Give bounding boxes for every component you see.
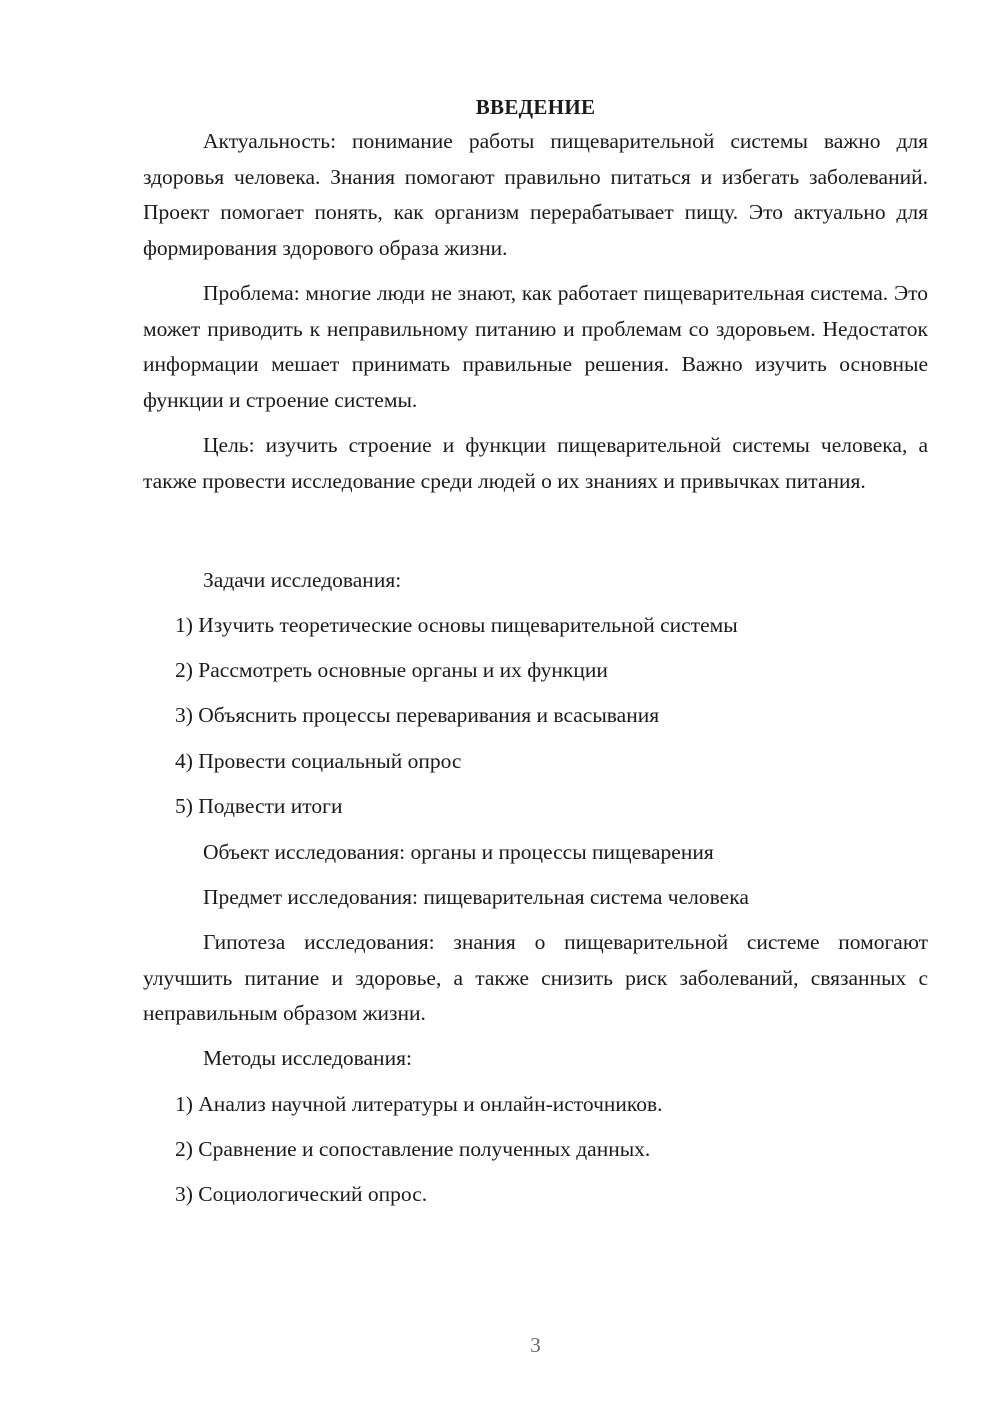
method-item: 2) Сравнение и сопоставление полученных данных. (175, 1137, 651, 1161)
section-heading: ВВЕДЕНИЕ (475, 95, 596, 119)
research-subject: Предмет исследования: пищеварительная система человека (203, 885, 749, 909)
problem-paragraph: Проблема: многие люди не знают, как работает пищеварительная система. Это может приводить к неправильному питанию и проблемам со здоровьем. Недостаток информации мешает принимать правильные решения. Важно изучить основные функции и строение системы. (143, 281, 928, 412)
task-item: 4) Провести социальный опрос (175, 749, 462, 773)
task-item: 2) Рассмотреть основные органы и их функции (175, 658, 608, 682)
relevance-paragraph: Актуальность: понимание работы пищеварительной системы важно для здоровья человека. Знания помогают правильно питаться и избегать заболеваний. Проект помогает понять, как организм перерабатывает пищу. Это актуально для формирования здорового образа жизни. (143, 129, 928, 260)
task-item: 3) Объяснить процессы переваривания и всасывания (175, 703, 660, 727)
hypothesis-paragraph: Гипотеза исследования: знания о пищеварительной системе помогают улучшить питание и здоровье, а также снизить риск заболеваний, связанных с неправильным образом жизни. (143, 930, 928, 1025)
goal-paragraph: Цель: изучить строение и функции пищеварительной системы человека, а также провести исследование среди людей о их знаниях и привычках питания. (143, 433, 928, 493)
page-number: 3 (530, 1333, 541, 1357)
task-item: 5) Подвести итоги (175, 794, 343, 818)
method-item: 3) Социологический опрос. (175, 1182, 428, 1206)
method-item: 1) Анализ научной литературы и онлайн-источников. (175, 1092, 663, 1116)
methods-title: Методы исследования: (203, 1046, 412, 1070)
task-item: 1) Изучить теоретические основы пищеварительной системы (175, 613, 738, 637)
research-object: Объект исследования: органы и процессы пищеварения (203, 840, 714, 864)
tasks-title: Задачи исследования: (203, 568, 402, 592)
document-page (143, 0, 928, 1414)
